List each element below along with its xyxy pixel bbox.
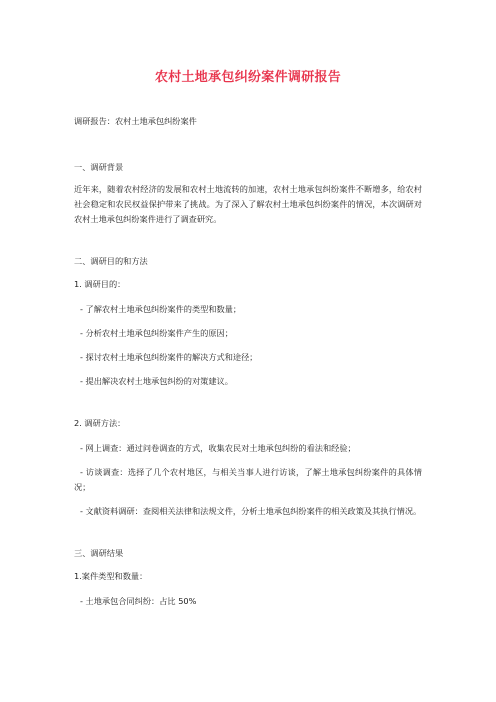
purpose-item: - 探讨农村土地承包纠纷案件的解决方式和途径； (80, 352, 258, 362)
method-item: - 文献资料调研：查阅相关法律和法规文件，分析土地承包纠纷案件的相关政策及其执行情况。 (80, 506, 422, 516)
section-heading-results: 三、调研结果 (74, 548, 124, 558)
report-subtitle: 调研报告：农村土地承包纠纷案件 (74, 116, 197, 126)
method-heading: 2. 调研方法： (74, 418, 126, 428)
section-heading-purpose-method: 二、调研目的和方法 (74, 256, 148, 266)
results-sub-heading: 1.案件类型和数量： (74, 571, 148, 581)
background-paragraph: 近年来，随着农村经济的发展和农村土地流转的加速，农村土地承包纠纷案件不断增多，给农村社会稳定和农民权益保护带来了挑战。为了深入了解农村土地承包纠纷案件的情况，本次调研对农村土地承包纠纷案件进行了调查研究。 (74, 184, 422, 224)
results-item: - 土地承包合同纠纷：占比 50% (80, 596, 197, 606)
purpose-item: - 了解农村土地承包纠纷案件的类型和数量； (80, 304, 242, 314)
purpose-item: - 提出解决农村土地承包纠纷的对策建议。 (80, 376, 233, 386)
purpose-heading: 1. 调研目的： (74, 279, 126, 289)
section-heading-background: 一、调研背景 (74, 162, 124, 172)
method-item: - 访谈调查：选择了几个农村地区，与相关当事人进行访谈，了解土地承包纠纷案件的具体情况； (74, 467, 422, 492)
method-item: - 网上调查：通过问卷调查的方式，收集农民对土地承包纠纷的看法和经验； (80, 443, 356, 453)
purpose-item: - 分析农村土地承包纠纷案件产生的原因； (80, 328, 233, 338)
document-title: 农村土地承包纠纷案件调研报告 (154, 70, 342, 85)
